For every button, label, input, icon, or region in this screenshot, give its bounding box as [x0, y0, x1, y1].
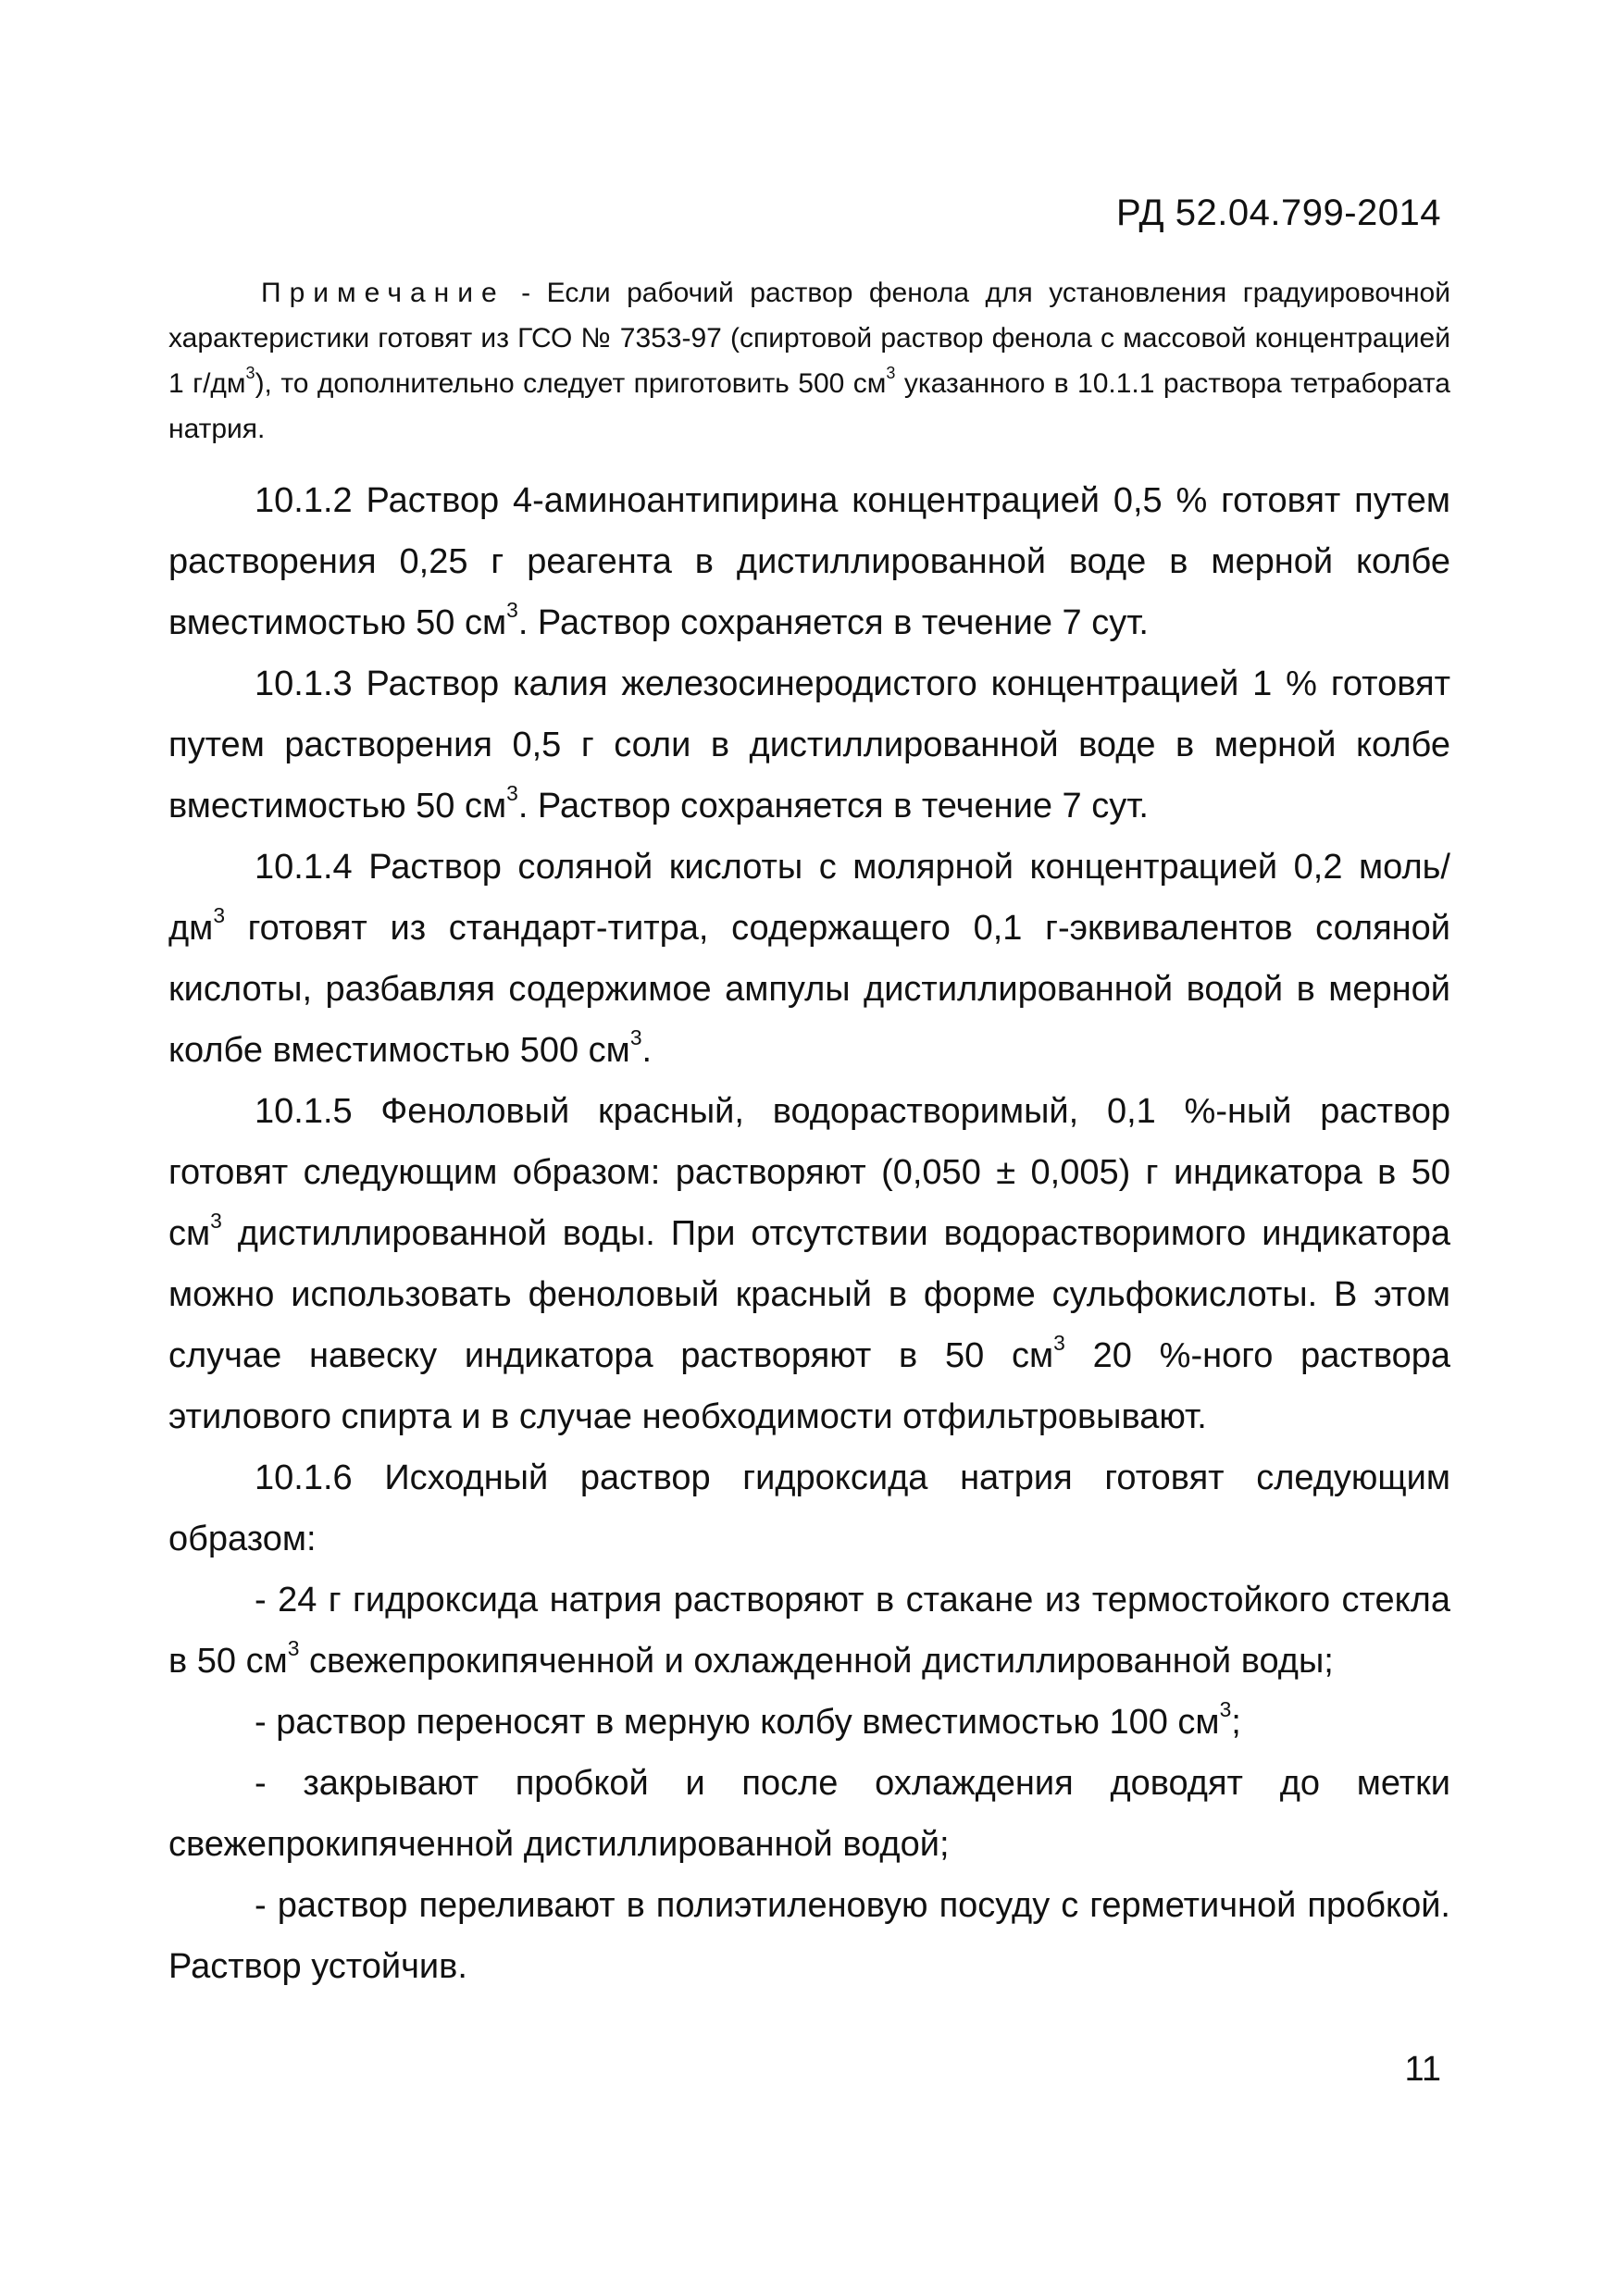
step-2-text-1: - раствор переносят в мерную колбу вместимостью 100 см: [255, 1703, 1220, 1742]
p-10-1-2-text-2: . Раствор сохраняется в течение 7 сут.: [517, 603, 1149, 642]
paragraph-10-1-2: [168, 470, 1450, 653]
p-10-1-4-sup-2: 3: [629, 1024, 642, 1049]
step-1: [168, 1570, 1450, 1692]
document-code: РД 52.04.799-2014: [1116, 192, 1441, 233]
p-10-1-5-sup-1: 3: [210, 1208, 222, 1233]
paragraph-10-1-3: [168, 653, 1450, 837]
note-sup-1: 3: [245, 364, 255, 383]
step-4: [168, 1875, 1450, 1997]
p-10-1-3-sup-1: 3: [506, 780, 518, 805]
step-1-sup: 3: [287, 1635, 300, 1660]
paragraph-10-1-5: [168, 1081, 1450, 1447]
paragraph-10-1-4: [168, 837, 1450, 1081]
note-text-1: - Если рабочий раствор фенола для установления градуировочной характеристики готовят из ГСО № 7353-97 (спиртовой раствор фенола с массовой концентрацией 1 г/дм: [168, 278, 1450, 399]
paragraph-10-1-6: [168, 1447, 1450, 1570]
note-lead: Примечание: [261, 278, 505, 308]
note-text-3: указанного в 10.1.1 раствора тетрабората натрия.: [168, 368, 1450, 444]
note-text-2: ), то дополнительно следует приготовить 500 см: [255, 368, 887, 399]
step-2: [168, 1692, 1450, 1753]
p-10-1-5-text-2: дистиллированной воды. При отсутствии водорастворимого индикатора можно использовать феноловый красный в форме сульфокислоты. В этом случае навеску индикатора растворяют в 50 см: [168, 1214, 1450, 1375]
step-3: [168, 1753, 1450, 1875]
step-2-text-2: ;: [1231, 1703, 1241, 1742]
p-10-1-5-sup-2: 3: [1053, 1330, 1065, 1355]
p-10-1-5-text-3: 20 %-ного раствора этилового спирта и в случае необходимости отфильтровывают.: [168, 1336, 1450, 1436]
p-10-1-5-text-1: 10.1.5 Феноловый красный, водорастворимый, 0,1 %-ный раствор готовят следующим образом: растворяют (0,050 ± 0,005) г индикатора в 50 см: [168, 1092, 1450, 1253]
document-body: [168, 270, 1450, 1997]
step-4-text: - раствор переливают в полиэтиленовую посуду с герметичной пробкой. Раствор устойчив.: [168, 1886, 1450, 1986]
p-10-1-4-sup-1: 3: [213, 902, 225, 927]
p-10-1-2-sup-1: 3: [506, 597, 518, 622]
p-10-1-4-text-3: .: [641, 1031, 653, 1070]
p-10-1-6-text: 10.1.6 Исходный раствор гидроксида натрия готовят следующим образом:: [168, 1458, 1450, 1558]
p-10-1-3-text-1: 10.1.3 Раствор калия железосинеродистого концентрацией 1 % готовят путем растворения 0,5 г соли в дистиллированной воде в мерной колбе вместимостью 50 см: [168, 664, 1450, 825]
step-1-text-1: - 24 г гидроксида натрия растворяют в стакане из термостойкого стекла в 50 см: [168, 1581, 1450, 1681]
page-number: 11: [1404, 2050, 1441, 2089]
step-1-text-2: свежепрокипяченной и охлажденной дистиллированной воды;: [299, 1642, 1334, 1681]
p-10-1-3-text-2: . Раствор сохраняется в течение 7 сут.: [517, 787, 1149, 825]
p-10-1-2-text-1: 10.1.2 Раствор 4-аминоантипирина концентрацией 0,5 % готовят путем растворения 0,25 г реагента в дистиллированной воде в мерной колбе вместимостью 50 см: [168, 481, 1450, 642]
step-3-text: - закрывают пробкой и после охлаждения доводят до метки свежепрокипяченной дистиллированной водой;: [168, 1764, 1450, 1864]
p-10-1-4-text-2: готовят из стандарт-титра, содержащего 0,1 г-эквивалентов соляной кислоты, разбавляя содержимое ампулы дистиллированной водой в мерной колбе вместимостью 500 см: [168, 909, 1450, 1070]
p-10-1-4-text-1: 10.1.4 Раствор соляной кислоты с молярной концентрацией 0,2 моль/дм: [168, 848, 1450, 948]
note-sup-2: 3: [886, 364, 896, 383]
step-2-sup: 3: [1219, 1696, 1232, 1721]
note-paragraph: [168, 270, 1450, 452]
